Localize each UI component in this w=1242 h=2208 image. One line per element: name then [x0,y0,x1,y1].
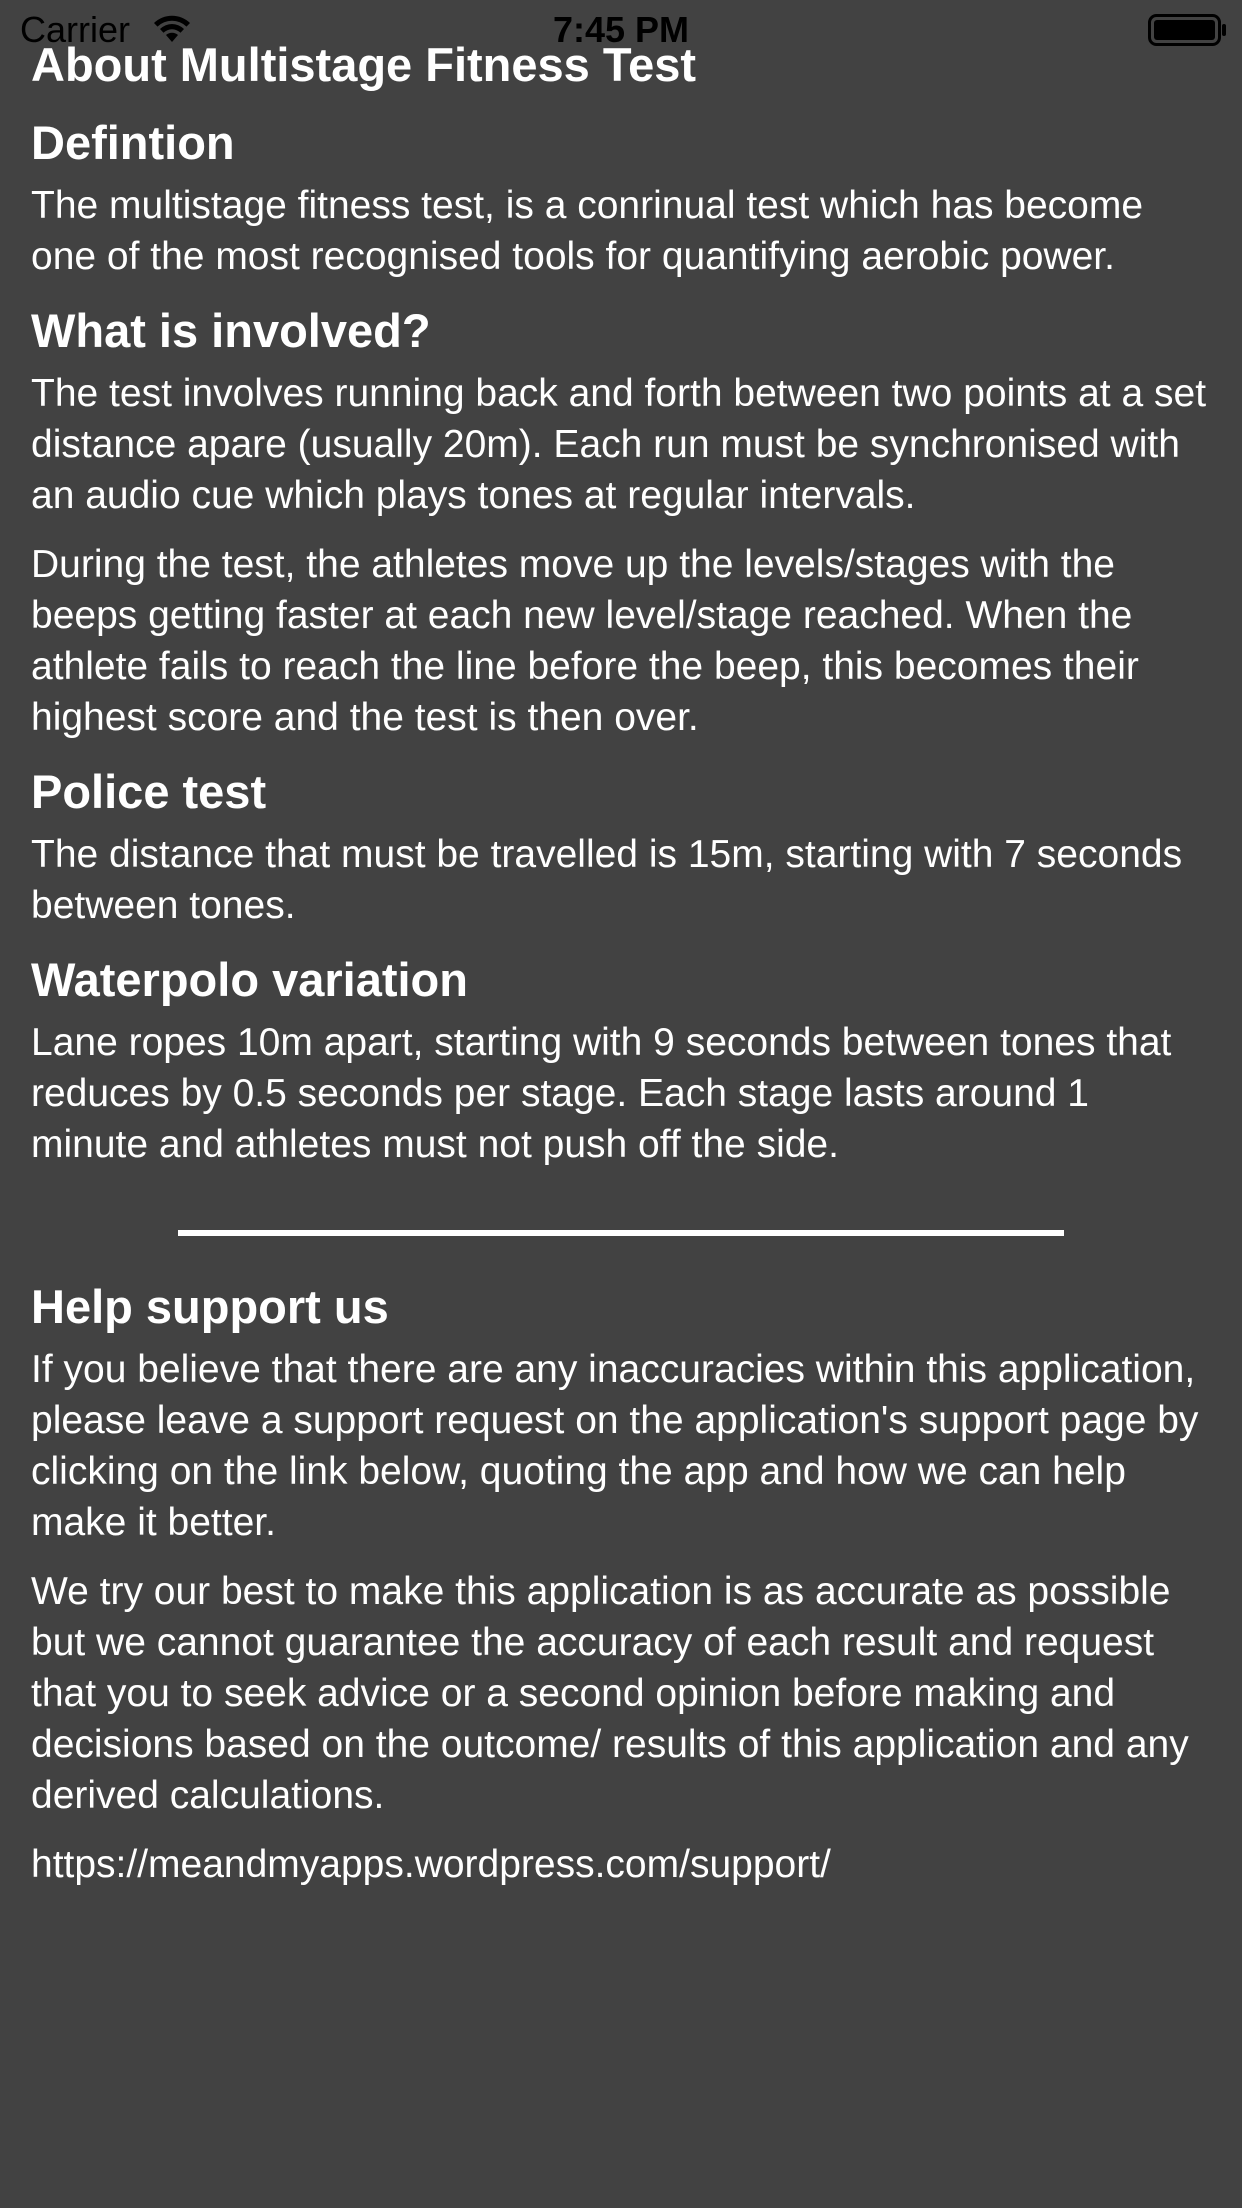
section-heading-definition: Defintion [31,116,235,169]
police-test-paragraph: The distance that must be travelled is 15m, starting with 7 seconds between tones. [31,833,1183,927]
involved-paragraph-2: During the test, the athletes move up the levels/stages with the beeps getting faster at each new level/stage reached. When the athlete fails to reach the line before the beep, this becomes their highest score and the test is then over. [31,543,1139,739]
page-title: About Multistage Fitness Test [31,38,696,91]
section-heading-help-support: Help support us [31,1280,389,1333]
support-paragraph-1: If you believe that there are any inaccuracies within this application, please leave a support request on the application's support page by clicking on the link below, quoting the app and how we can help make it better. [31,1348,1199,1544]
section-heading-what-is-involved: What is involved? [31,304,431,357]
status-time: 7:45 PM [552,9,690,50]
waterpolo-paragraph: Lane ropes 10m apart, starting with 9 seconds between tones that reduces by 0.5 seconds per stage. Each stage lasts around 1 minute and athletes must not push off the side. [31,1021,1172,1166]
section-heading-police-test: Police test [31,765,267,818]
support-paragraph-2: We try our best to make this application is as accurate as possible but we cannot guarantee the accuracy of each result and request that you to seek advice or a second opinion before making and decisions based on the outcome/ results of this application and any derived calculations. [31,1570,1189,1817]
section-waterpolo-variation [31,949,1211,1170]
section-what-is-involved [31,300,1211,743]
involved-paragraph-1: The test involves running back and forth between two points at a set distance apare (usually 20m). Each run must be synchronised with an audio cue which plays tones at regular intervals. [31,372,1207,517]
section-police-test [31,761,1211,931]
section-divider [178,1230,1064,1236]
section-heading-waterpolo-variation: Waterpolo variation [31,953,468,1006]
definition-paragraph: The multistage fitness test, is a conrinual test which has become one of the most recognised tools for quantifying aerobic power. [31,184,1144,278]
carrier-label: Carrier [20,9,131,50]
section-definition [31,112,1211,282]
support-link[interactable]: https://meandmyapps.wordpress.com/support/ [31,1843,831,1886]
about-content [31,34,1211,1890]
section-help-support [31,1276,1211,1890]
